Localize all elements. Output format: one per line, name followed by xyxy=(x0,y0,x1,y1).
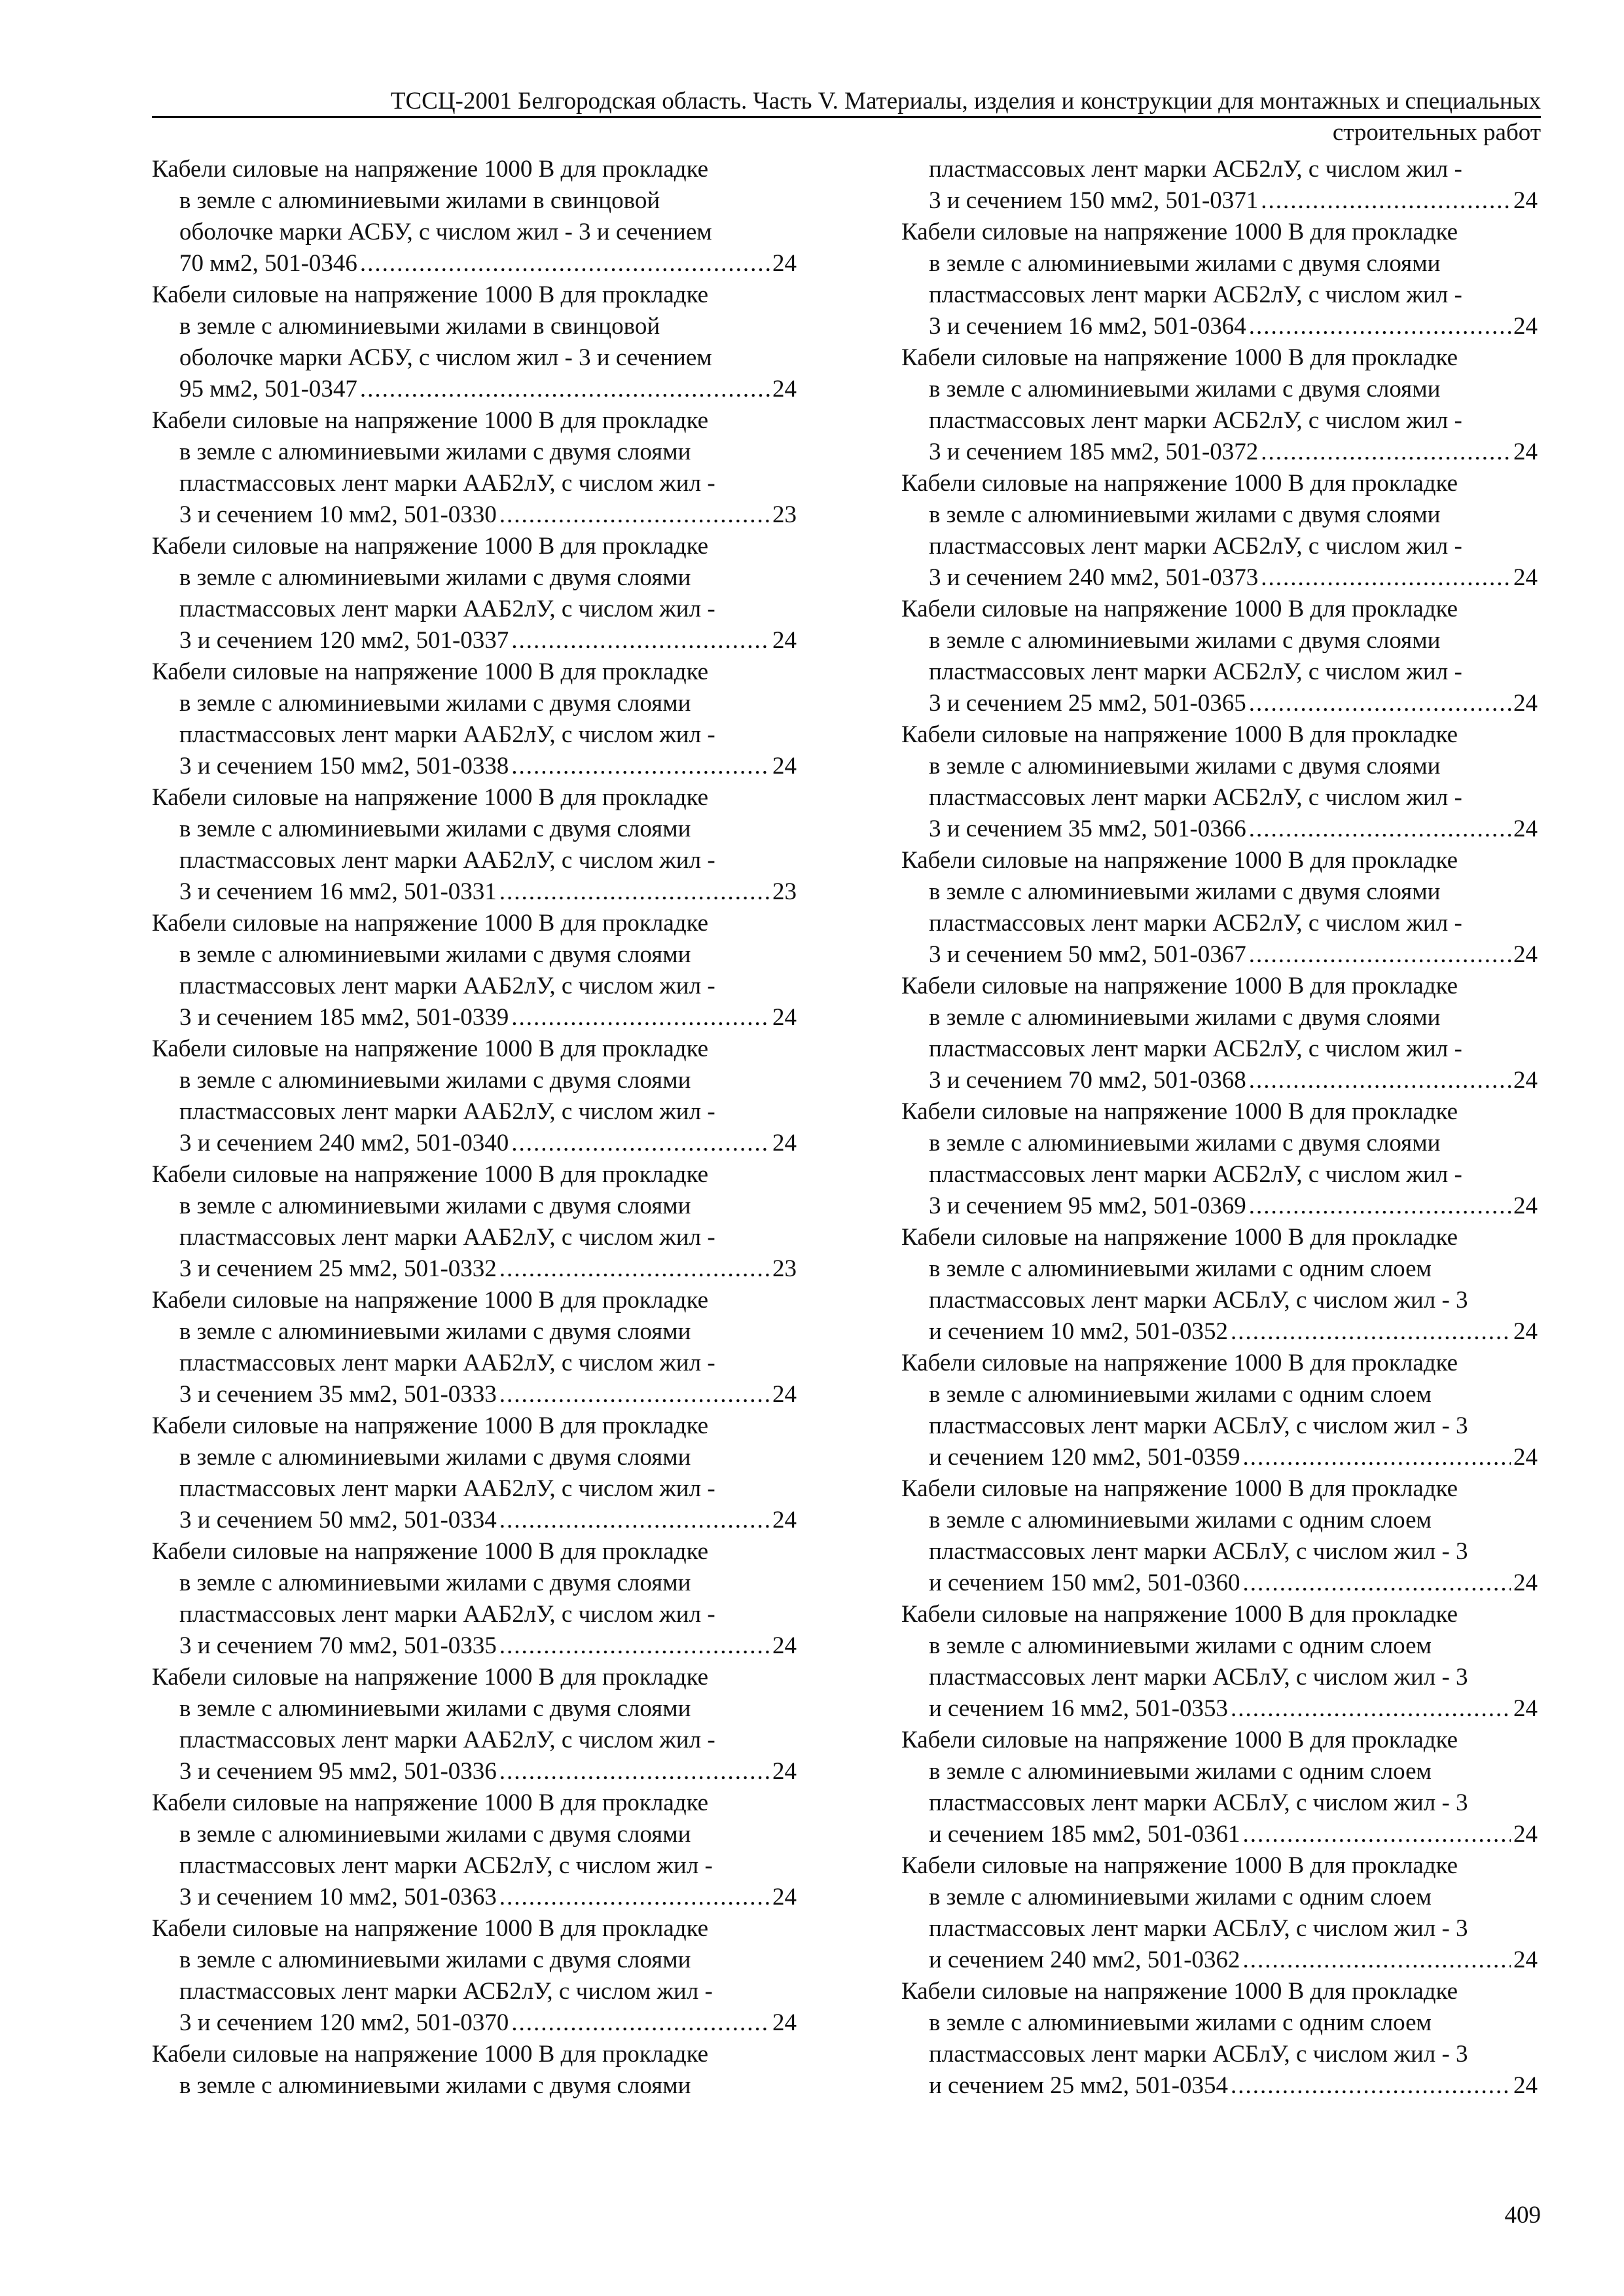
dot-leader xyxy=(1249,1191,1511,1222)
entry-text-line: пластмассовых лент марки ААБ2лУ, с числом жил - xyxy=(179,847,715,874)
index-column-left xyxy=(152,154,797,2102)
entry-page-ref: 24 xyxy=(1513,941,1538,968)
entry-text-line: пластмассовых лент марки ААБ2лУ, с числом жил - xyxy=(179,1601,715,1628)
entry-page-ref: 24 xyxy=(772,1381,797,1408)
entry-last-line xyxy=(901,1316,1538,1348)
dot-leader xyxy=(499,1630,770,1662)
entry-last-line xyxy=(152,374,797,405)
entry-page-ref: 23 xyxy=(772,878,797,905)
entry-item-code: 95 мм2, 501-0347 xyxy=(179,376,357,403)
entry-page-ref: 24 xyxy=(1513,1821,1538,1848)
entry-text-line: пластмассовых лент марки АСБ2лУ, с числом жил - xyxy=(929,784,1462,811)
entry-text-line: пластмассовых лент марки АСБлУ, с числом жил - 3 xyxy=(929,1538,1468,1565)
entry-item-code: 3 и сечением 25 мм2, 501-0365 xyxy=(929,690,1246,717)
index-entry xyxy=(152,1913,797,2039)
entry-text-line: пластмассовых лент марки АСБлУ, с числом жил - 3 xyxy=(929,1664,1468,1691)
entry-page-ref: 24 xyxy=(1513,313,1538,340)
entry-item-code: 3 и сечением 16 мм2, 501-0364 xyxy=(929,313,1246,340)
entry-text-line: пластмассовых лент марки АСБ2лУ, с числом жил - xyxy=(929,156,1462,183)
entry-item-code: 3 и сечением 50 мм2, 501-0334 xyxy=(179,1507,497,1534)
index-entry xyxy=(901,154,1538,217)
index-entry xyxy=(152,405,797,531)
dot-leader xyxy=(1249,311,1511,342)
entry-text-line: в земле с алюминиевыми жилами с двумя слоями xyxy=(179,1946,691,1973)
index-entry xyxy=(901,468,1538,594)
dot-leader xyxy=(1249,939,1511,971)
entry-text-line: пластмассовых лент марки АСБ2лУ, с числом жил - xyxy=(929,658,1462,685)
entry-last-line xyxy=(901,1819,1538,1850)
index-entry xyxy=(152,1662,797,1787)
entry-item-code: 3 и сечением 70 мм2, 501-0368 xyxy=(929,1067,1246,1094)
entry-text-line: Кабели силовые на напряжение 1000 В для прокладке xyxy=(152,281,709,308)
entry-page-ref: 24 xyxy=(1513,2072,1538,2099)
entry-text-line: пластмассовых лент марки ААБ2лУ, с числом жил - xyxy=(179,470,715,497)
entry-text-line: Кабели силовые на напряжение 1000 В для прокладке xyxy=(152,1789,709,1816)
entry-page-ref: 24 xyxy=(1513,1067,1538,1094)
entry-page-ref: 24 xyxy=(1513,439,1538,465)
dot-leader xyxy=(499,1882,770,1913)
index-entry xyxy=(901,1725,1538,1850)
entry-last-line xyxy=(152,625,797,656)
entry-text-line: пластмассовых лент марки АСБ2лУ, с числом жил - xyxy=(929,1035,1462,1062)
entry-text-line: в земле с алюминиевыми жилами с двумя слоями xyxy=(179,1067,691,1094)
entry-item-code: 70 мм2, 501-0346 xyxy=(179,250,357,277)
entry-item-code: 3 и сечением 185 мм2, 501-0372 xyxy=(929,439,1259,465)
entry-item-code: 3 и сечением 150 мм2, 501-0371 xyxy=(929,187,1259,214)
dot-leader xyxy=(511,751,770,782)
entry-text-line: пластмассовых лент марки АСБлУ, с числом жил - 3 xyxy=(929,1287,1468,1314)
entry-last-line xyxy=(152,1756,797,1787)
dot-leader xyxy=(1243,1442,1511,1473)
dot-leader xyxy=(1231,1693,1511,1725)
entry-page-ref: 24 xyxy=(772,376,797,403)
entry-text-line: в земле с алюминиевыми жилами с одним слоем xyxy=(929,1381,1432,1408)
entry-item-code: 3 и сечением 185 мм2, 501-0339 xyxy=(179,1004,509,1031)
entry-text-line: Кабели силовые на напряжение 1000 В для прокладке xyxy=(901,1601,1458,1628)
dot-leader xyxy=(499,1253,770,1285)
index-entry xyxy=(152,782,797,908)
entry-text-line: в земле с алюминиевыми жилами с двумя слоями xyxy=(179,1821,691,1848)
dot-leader xyxy=(1261,185,1511,217)
entry-item-code: 3 и сечением 50 мм2, 501-0367 xyxy=(929,941,1246,968)
header-title-continuation: строительных работ xyxy=(1332,119,1541,146)
entry-text-line: пластмассовых лент марки АСБ2лУ, с числом жил - xyxy=(929,910,1462,937)
entry-text-line: в земле с алюминиевыми жилами с двумя слоями xyxy=(929,376,1441,403)
entry-last-line xyxy=(152,499,797,531)
entry-text-line: пластмассовых лент марки ААБ2лУ, с числом жил - xyxy=(179,1224,715,1251)
entry-text-line: Кабели силовые на напряжение 1000 В для прокладке xyxy=(901,470,1458,497)
entry-text-line: Кабели силовые на напряжение 1000 В для прокладке xyxy=(152,156,709,183)
entry-text-line: пластмассовых лент марки АСБ2лУ, с числом жил - xyxy=(179,1852,713,1879)
entry-last-line xyxy=(901,185,1538,217)
entry-text-line: в земле с алюминиевыми жилами в свинцовой xyxy=(179,187,660,214)
entry-last-line xyxy=(901,939,1538,971)
entry-text-line: пластмассовых лент марки АСБлУ, с числом жил - 3 xyxy=(929,1915,1468,1942)
entry-text-line: пластмассовых лент марки АСБ2лУ, с числом жил - xyxy=(179,1978,713,2005)
entry-item-code: 3 и сечением 25 мм2, 501-0332 xyxy=(179,1255,497,1282)
header-title: ТССЦ-2001 Белгородская область. Часть V. Материалы, изделия и конструкции для монтажных и специальных xyxy=(390,88,1541,115)
entry-item-code: 3 и сечением 150 мм2, 501-0338 xyxy=(179,753,509,780)
entry-text-line: пластмассовых лент марки ААБ2лУ, с числом жил - xyxy=(179,973,715,999)
dot-leader xyxy=(1249,1065,1511,1096)
entry-text-line: пластмассовых лент марки ААБ2лУ, с числом жил - xyxy=(179,596,715,622)
entry-last-line xyxy=(901,437,1538,468)
entry-last-line xyxy=(152,1630,797,1662)
dot-leader xyxy=(1243,1945,1511,1976)
dot-leader xyxy=(511,1128,770,1159)
entry-text-line: в земле с алюминиевыми жилами с одним слоем xyxy=(929,1507,1432,1534)
entry-item-code: и сечением 150 мм2, 501-0360 xyxy=(929,1570,1240,1596)
entry-text-line: Кабели силовые на напряжение 1000 В для прокладке xyxy=(152,910,709,937)
entry-page-ref: 24 xyxy=(1513,1946,1538,1973)
entry-text-line: Кабели силовые на напряжение 1000 В для прокладке xyxy=(152,1287,709,1314)
index-entry xyxy=(152,1159,797,1285)
index-entry xyxy=(901,1096,1538,1222)
entry-item-code: и сечением 240 мм2, 501-0362 xyxy=(929,1946,1240,1973)
entry-text-line: в земле с алюминиевыми жилами с одним слоем xyxy=(929,1632,1432,1659)
entry-text-line: Кабели силовые на напряжение 1000 В для прокладке xyxy=(901,1475,1458,1502)
entry-text-line: пластмассовых лент марки АСБ2лУ, с числом жил - xyxy=(929,1161,1462,1188)
entry-page-ref: 24 xyxy=(772,1130,797,1157)
entry-text-line: в земле с алюминиевыми жилами с двумя слоями xyxy=(179,1193,691,1219)
index-entry xyxy=(901,342,1538,468)
entry-page-ref: 24 xyxy=(1513,1695,1538,1722)
entry-text-line: оболочке марки АСБУ, с числом жил - 3 и сечением xyxy=(179,344,712,371)
entry-text-line: в земле с алюминиевыми жилами с двумя слоями xyxy=(929,627,1441,654)
entry-item-code: и сечением 185 мм2, 501-0361 xyxy=(929,1821,1240,1848)
dot-leader xyxy=(511,625,770,656)
entry-item-code: 3 и сечением 120 мм2, 501-0337 xyxy=(179,627,509,654)
dot-leader xyxy=(1243,1568,1511,1599)
entry-text-line: Кабели силовые на напряжение 1000 В для прокладке xyxy=(152,658,709,685)
entry-page-ref: 23 xyxy=(772,501,797,528)
entry-text-line: Кабели силовые на напряжение 1000 В для прокладке xyxy=(152,407,709,434)
entry-page-ref: 24 xyxy=(772,1004,797,1031)
entry-text-line: Кабели силовые на напряжение 1000 В для прокладке xyxy=(901,721,1458,748)
entry-text-line: Кабели силовые на напряжение 1000 В для прокладке xyxy=(152,1035,709,1062)
entry-text-line: в земле с алюминиевыми жилами с двумя слоями xyxy=(929,878,1441,905)
entry-text-line: в земле с алюминиевыми жилами с двумя слоями xyxy=(179,816,691,842)
index-entry xyxy=(152,154,797,279)
entry-last-line xyxy=(152,2007,797,2039)
entry-last-line xyxy=(901,2070,1538,2102)
entry-page-ref: 24 xyxy=(772,1884,797,1910)
entry-text-line: в земле с алюминиевыми жилами с двумя слоями xyxy=(929,1004,1441,1031)
entry-text-line: Кабели силовые на напряжение 1000 В для прокладке xyxy=(152,2041,709,2068)
entry-item-code: и сечением 16 мм2, 501-0353 xyxy=(929,1695,1229,1722)
entry-text-line: в земле с алюминиевыми жилами с двумя слоями xyxy=(179,564,691,591)
entry-text-line: Кабели силовые на напряжение 1000 В для прокладке xyxy=(152,1538,709,1565)
entry-item-code: 3 и сечением 95 мм2, 501-0369 xyxy=(929,1193,1246,1219)
dot-leader xyxy=(1231,2070,1511,2102)
entry-page-ref: 24 xyxy=(772,753,797,780)
entry-last-line xyxy=(901,1945,1538,1976)
entry-last-line xyxy=(901,1693,1538,1725)
dot-leader xyxy=(511,2007,770,2039)
entry-text-line: пластмассовых лент марки АСБ2лУ, с числом жил - xyxy=(929,281,1462,308)
entry-last-line xyxy=(152,1882,797,1913)
index-entry xyxy=(152,1285,797,1410)
index-entry xyxy=(152,908,797,1033)
entry-page-ref: 24 xyxy=(772,1632,797,1659)
entry-text-line: Кабели силовые на напряжение 1000 В для прокладке xyxy=(901,344,1458,371)
index-entry xyxy=(152,531,797,656)
entry-last-line xyxy=(152,876,797,908)
entry-text-line: в земле с алюминиевыми жилами с двумя слоями xyxy=(179,2072,691,2099)
entry-last-line xyxy=(901,688,1538,719)
entry-last-line xyxy=(901,1442,1538,1473)
entry-text-line: оболочке марки АСБУ, с числом жил - 3 и сечением xyxy=(179,219,712,245)
entry-text-line: в земле с алюминиевыми жилами с двумя слоями xyxy=(929,753,1441,780)
entry-last-line xyxy=(152,1002,797,1033)
entry-text-line: Кабели силовые на напряжение 1000 В для прокладке xyxy=(152,784,709,811)
index-entry xyxy=(152,1033,797,1159)
entry-item-code: 3 и сечением 240 мм2, 501-0373 xyxy=(929,564,1259,591)
index-entry xyxy=(901,594,1538,719)
index-entry xyxy=(901,719,1538,845)
entry-text-line: пластмассовых лент марки ААБ2лУ, с числом жил - xyxy=(179,1727,715,1753)
entry-item-code: 3 и сечением 10 мм2, 501-0363 xyxy=(179,1884,497,1910)
entry-last-line xyxy=(152,1128,797,1159)
entry-item-code: 3 и сечением 95 мм2, 501-0336 xyxy=(179,1758,497,1785)
entry-text-line: Кабели силовые на напряжение 1000 В для прокладке xyxy=(901,1978,1458,2005)
entry-last-line xyxy=(152,1379,797,1410)
dot-leader xyxy=(499,1756,770,1787)
dot-leader xyxy=(360,374,770,405)
entry-last-line xyxy=(901,1065,1538,1096)
entry-text-line: Кабели силовые на напряжение 1000 В для прокладке xyxy=(901,219,1458,245)
entry-text-line: Кабели силовые на напряжение 1000 В для прокладке xyxy=(901,1224,1458,1251)
entry-text-line: пластмассовых лент марки ААБ2лУ, с числом жил - xyxy=(179,1475,715,1502)
entry-text-line: Кабели силовые на напряжение 1000 В для прокладке xyxy=(152,1161,709,1188)
entry-text-line: Кабели силовые на напряжение 1000 В для прокладке xyxy=(152,1915,709,1942)
entry-text-line: пластмассовых лент марки ААБ2лУ, с числом жил - xyxy=(179,1098,715,1125)
entry-text-line: Кабели силовые на напряжение 1000 В для прокладке xyxy=(901,596,1458,622)
index-entry xyxy=(152,1536,797,1662)
entry-page-ref: 24 xyxy=(772,250,797,277)
entry-last-line xyxy=(152,1253,797,1285)
entry-text-line: Кабели силовые на напряжение 1000 В для прокладке xyxy=(901,1727,1458,1753)
entry-item-code: 3 и сечением 120 мм2, 501-0370 xyxy=(179,2009,509,2036)
dot-leader xyxy=(511,1002,770,1033)
entry-text-line: в земле с алюминиевыми жилами с одним слоем xyxy=(929,1758,1432,1785)
entry-text-line: Кабели силовые на напряжение 1000 В для прокладке xyxy=(901,847,1458,874)
entry-text-line: в земле с алюминиевыми жилами с двумя слоями xyxy=(179,1695,691,1722)
entry-text-line: в земле с алюминиевыми жилами с двумя слоями xyxy=(929,501,1441,528)
entry-last-line xyxy=(152,751,797,782)
index-entry xyxy=(901,217,1538,342)
entry-item-code: 3 и сечением 240 мм2, 501-0340 xyxy=(179,1130,509,1157)
entry-text-line: в земле с алюминиевыми жилами с двумя слоями xyxy=(179,690,691,717)
entry-text-line: пластмассовых лент марки АСБ2лУ, с числом жил - xyxy=(929,407,1462,434)
entry-item-code: и сечением 10 мм2, 501-0352 xyxy=(929,1318,1229,1345)
index-column-right xyxy=(901,154,1538,2102)
entry-item-code: и сечением 120 мм2, 501-0359 xyxy=(929,1444,1240,1471)
dot-leader xyxy=(499,1379,770,1410)
entry-text-line: в земле с алюминиевыми жилами с двумя слоями xyxy=(929,1130,1441,1157)
entry-last-line xyxy=(152,248,797,279)
entry-text-line: в земле с алюминиевыми жилами с двумя слоями xyxy=(179,1318,691,1345)
entry-last-line xyxy=(901,562,1538,594)
entry-text-line: Кабели силовые на напряжение 1000 В для прокладке xyxy=(901,1852,1458,1879)
dot-leader xyxy=(499,499,770,531)
index-entry xyxy=(152,1410,797,1536)
index-entry xyxy=(901,1222,1538,1348)
entry-text-line: пластмассовых лент марки АСБлУ, с числом жил - 3 xyxy=(929,2041,1468,2068)
dot-leader xyxy=(1243,1819,1511,1850)
entry-page-ref: 24 xyxy=(1513,187,1538,214)
dot-leader xyxy=(1231,1316,1511,1348)
entry-text-line: в земле с алюминиевыми жилами с двумя слоями xyxy=(179,1444,691,1471)
index-entry xyxy=(152,656,797,782)
entry-page-ref: 24 xyxy=(772,2009,797,2036)
entry-text-line: Кабели силовые на напряжение 1000 В для прокладке xyxy=(901,973,1458,999)
dot-leader xyxy=(1249,814,1511,845)
entry-text-line: в земле с алюминиевыми жилами с двумя слоями xyxy=(929,250,1441,277)
index-entry xyxy=(901,1850,1538,1976)
entry-text-line: в земле с алюминиевыми жилами с двумя слоями xyxy=(179,1570,691,1596)
index-entry-partial xyxy=(152,2039,797,2102)
dot-leader xyxy=(499,876,770,908)
entry-text-line: пластмассовых лент марки АСБлУ, с числом жил - 3 xyxy=(929,1789,1468,1816)
entry-text-line: в земле с алюминиевыми жилами с одним слоем xyxy=(929,2009,1432,2036)
index-entry xyxy=(152,279,797,405)
dot-leader xyxy=(360,248,770,279)
index-entry xyxy=(901,971,1538,1096)
entry-page-ref: 24 xyxy=(772,1758,797,1785)
entry-page-ref: 24 xyxy=(1513,690,1538,717)
index-entry xyxy=(901,1976,1538,2102)
entry-last-line xyxy=(901,1568,1538,1599)
index-entry xyxy=(901,1473,1538,1599)
entry-page-ref: 24 xyxy=(772,1507,797,1534)
entry-page-ref: 24 xyxy=(1513,1570,1538,1596)
dot-leader xyxy=(1261,437,1511,468)
dot-leader xyxy=(1249,688,1511,719)
entry-text-line: в земле с алюминиевыми жилами с двумя слоями xyxy=(179,439,691,465)
entry-item-code: 3 и сечением 10 мм2, 501-0330 xyxy=(179,501,497,528)
index-entry xyxy=(901,1599,1538,1725)
entry-last-line xyxy=(901,1191,1538,1222)
index-entry xyxy=(901,1348,1538,1473)
index-entry xyxy=(901,845,1538,971)
page-number: 409 xyxy=(1504,2202,1541,2229)
entry-page-ref: 24 xyxy=(1513,1193,1538,1219)
entry-text-line: Кабели силовые на напряжение 1000 В для прокладке xyxy=(152,533,709,560)
entry-text-line: в земле с алюминиевыми жилами в свинцовой xyxy=(179,313,660,340)
index-entry xyxy=(152,1787,797,1913)
entry-text-line: пластмассовых лент марки АСБлУ, с числом жил - 3 xyxy=(929,1412,1468,1439)
dot-leader xyxy=(1261,562,1511,594)
entry-text-line: в земле с алюминиевыми жилами с одним слоем xyxy=(929,1255,1432,1282)
entry-item-code: 3 и сечением 35 мм2, 501-0366 xyxy=(929,816,1246,842)
entry-item-code: 3 и сечением 16 мм2, 501-0331 xyxy=(179,878,497,905)
entry-page-ref: 24 xyxy=(1513,1444,1538,1471)
entry-text-line: Кабели силовые на напряжение 1000 В для прокладке xyxy=(152,1412,709,1439)
entry-text-line: пластмассовых лент марки АСБ2лУ, с числом жил - xyxy=(929,533,1462,560)
entry-last-line xyxy=(901,814,1538,845)
entry-page-ref: 24 xyxy=(1513,564,1538,591)
running-header xyxy=(152,86,1541,118)
entry-page-ref: 24 xyxy=(1513,1318,1538,1345)
entry-text-line: Кабели силовые на напряжение 1000 В для прокладке xyxy=(152,1664,709,1691)
entry-last-line xyxy=(901,311,1538,342)
entry-item-code: и сечением 25 мм2, 501-0354 xyxy=(929,2072,1229,2099)
entry-text-line: пластмассовых лент марки ААБ2лУ, с числом жил - xyxy=(179,721,715,748)
entry-text-line: в земле с алюминиевыми жилами с двумя слоями xyxy=(179,941,691,968)
entry-page-ref: 23 xyxy=(772,1255,797,1282)
entry-text-line: пластмассовых лент марки ААБ2лУ, с числом жил - xyxy=(179,1350,715,1376)
entry-text-line: Кабели силовые на напряжение 1000 В для прокладке xyxy=(901,1350,1458,1376)
entry-last-line xyxy=(152,1505,797,1536)
dot-leader xyxy=(499,1505,770,1536)
entry-page-ref: 24 xyxy=(1513,816,1538,842)
entry-item-code: 3 и сечением 35 мм2, 501-0333 xyxy=(179,1381,497,1408)
entry-item-code: 3 и сечением 70 мм2, 501-0335 xyxy=(179,1632,497,1659)
entry-text-line: Кабели силовые на напряжение 1000 В для прокладке xyxy=(901,1098,1458,1125)
entry-text-line: в земле с алюминиевыми жилами с одним слоем xyxy=(929,1884,1432,1910)
entry-page-ref: 24 xyxy=(772,627,797,654)
